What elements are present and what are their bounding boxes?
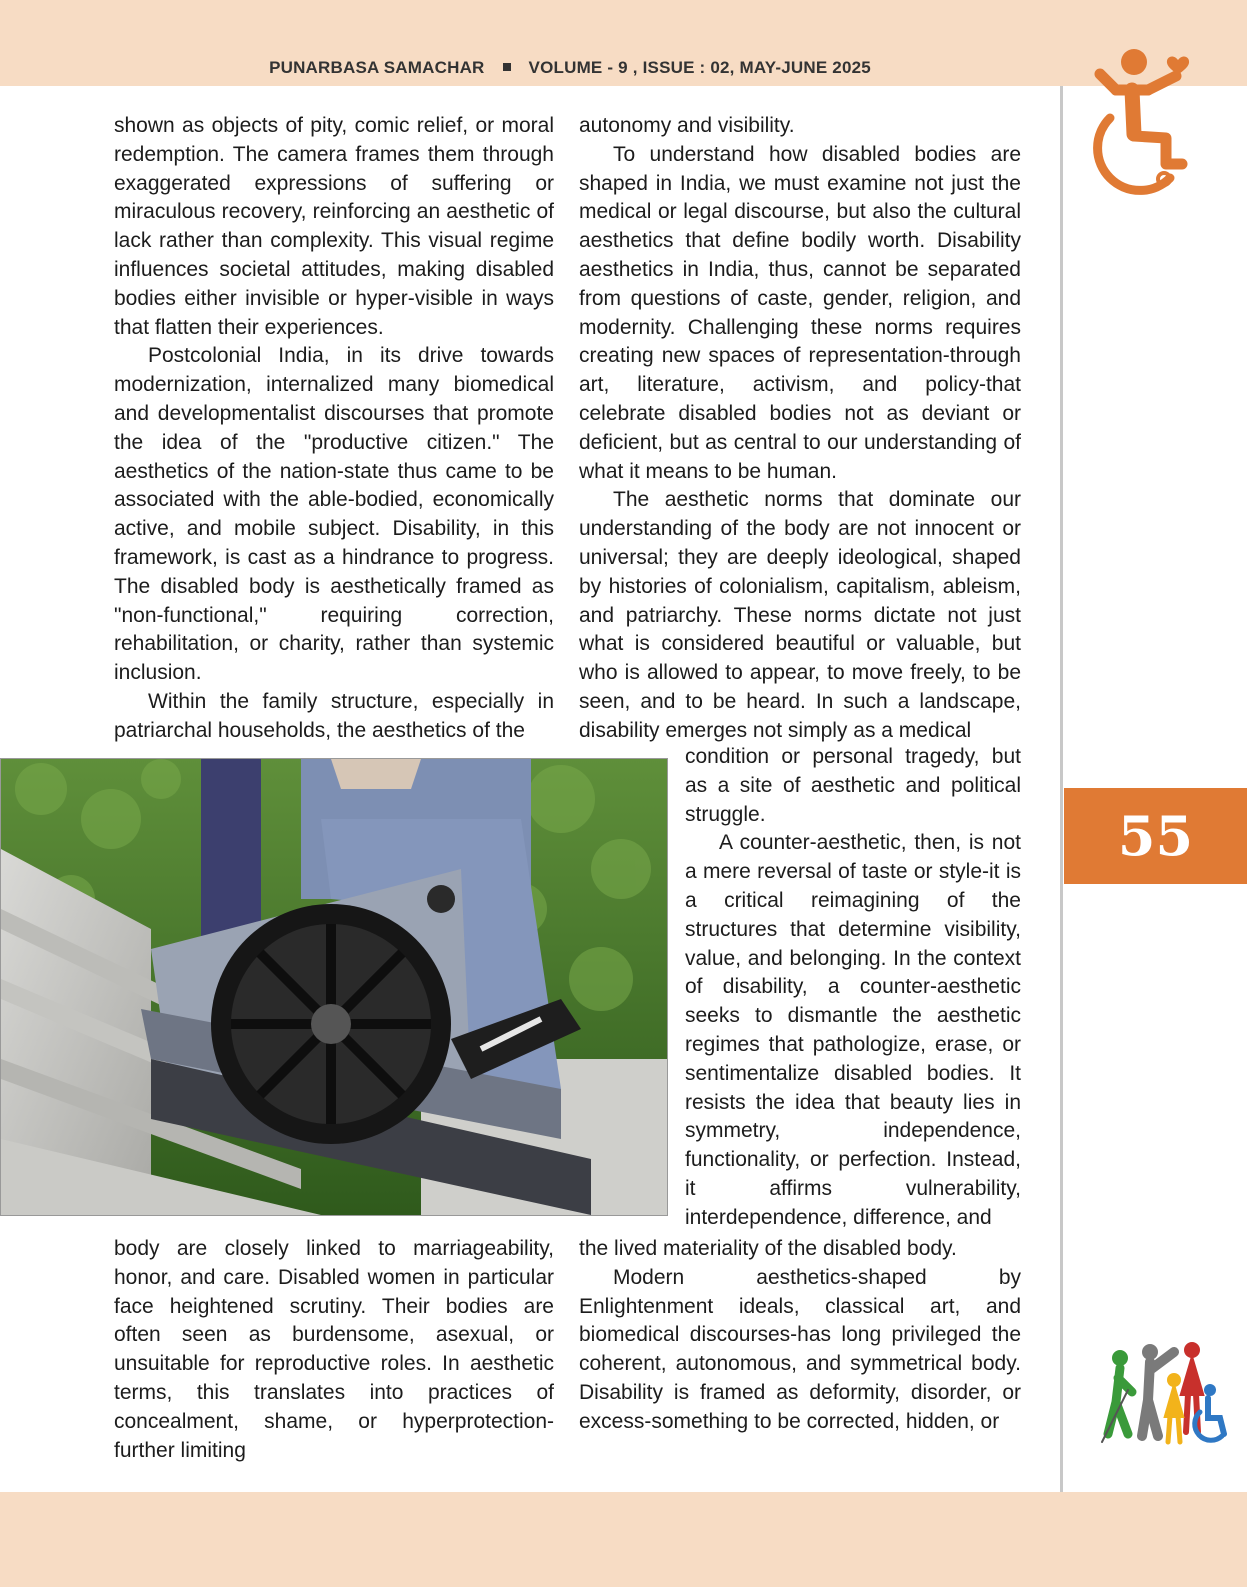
margin-rule xyxy=(1060,86,1063,1492)
page-number-badge xyxy=(1064,788,1247,884)
paragraph: body are closely linked to marriageability, honor, and care. Disabled women in particular face heightened scrutiny. Their bodies are often seen as burdensome, asexual, or unsuitable for reproductive roles. In aesthetic terms, this translates into practices of concealment, shame, or hyperprotection-further limiting xyxy=(114,1237,554,1462)
publication-name: PUNARBASA SAMACHAR xyxy=(269,58,485,77)
paragraph: Within the family structure, especially in patriarchal households, the aesthetics of the xyxy=(114,689,554,742)
page-number: 55 xyxy=(1117,804,1194,868)
paragraph: The aesthetic norms that dominate our understanding of the body are not innocent or universal; they are deeply ideological, shaped by histories of colonialism, capitalism, ableism, and patriarchy. These norms dictate not just what is considered beautiful or valuable, but who is allowed to appear, to move freely, to be seen, and to be heard. In such a landscape, disability emerges not simply as a medical xyxy=(579,488,1021,742)
wheelchair-user-icon xyxy=(1078,46,1198,196)
column-2-wrap xyxy=(685,743,1021,1233)
column-1-top xyxy=(114,112,554,746)
diverse-disability-group-icon xyxy=(1098,1338,1230,1450)
paragraph: shown as objects of pity, comic relief, or moral redemption. The camera frames them through exaggerated expressions of suffering or miraculous recovery, reinforcing an aesthetic of lack rather than complexity. This visual regime influences societal attitudes, making disabled bodies either invisible or hyper-visible in ways that flatten their experiences. xyxy=(114,114,554,339)
running-header xyxy=(0,58,1140,78)
paragraph: the lived materiality of the disabled body. xyxy=(579,1237,957,1260)
paragraph: condition or personal tragedy, but as a site of aesthetic and political struggle. xyxy=(685,745,1021,826)
footer-band xyxy=(0,1492,1247,1587)
column-2-bottom xyxy=(579,1235,1021,1437)
column-2-top xyxy=(579,112,1021,746)
paragraph: Postcolonial India, in its drive towards modernization, internalized many biomedical and developmentalist discourses that promote the idea of the "productive citizen." The aesthetics of the nation-state thus came to be associated with the able-bodied, economically active, and mobile subject. Disability, in this framework, is cast as a hindrance to progress. The disabled body is aesthetically framed as "non-functional," requiring correction, rehabilitation, or charity, rather than systemic inclusion. xyxy=(114,344,554,685)
issue-info: VOLUME - 9 , ISSUE : 02, MAY-JUNE 2025 xyxy=(528,58,871,77)
column-1-bottom xyxy=(114,1235,554,1465)
paragraph: A counter-aesthetic, then, is not a mere reversal of taste or style-it is a critical reimagining of the structures that determine visibility, value, and belonging. In the context of disability, a counter-aesthetic seeks to dismantle the aesthetic regimes that pathologize, erase, or sentimentalize disabled bodies. It resists the idea that beauty lies in symmetry, independence, functionality, or perfection. Instead, it affirms vulnerability, interdependence, difference, and xyxy=(685,831,1021,1229)
paragraph: autonomy and visibility. xyxy=(579,114,795,137)
paragraph: To understand how disabled bodies are shaped in India, we must examine not just the medical or legal discourse, but also the cultural aesthetics that define bodily worth. Disability aesthetics in India, thus, cannot be separated from questions of caste, gender, religion, and modernity. Challenging these norms requires creating new spaces of representation-through art, literature, activism, and policy-that celebrate disabled bodies not as deviant or deficient, but as central to our understanding of what it means to be human. xyxy=(579,142,1021,483)
header-separator xyxy=(503,63,511,71)
paragraph: Modern aesthetics-shaped by Enlightenment ideals, classical art, and biomedical discourses-has long privileged the coherent, autonomous, and symmetrical body. Disability is framed as deformity, disorder, or excess-something to be corrected, hidden, or xyxy=(579,1265,1021,1433)
stair-climbing-wheelchair-photo xyxy=(0,758,668,1216)
